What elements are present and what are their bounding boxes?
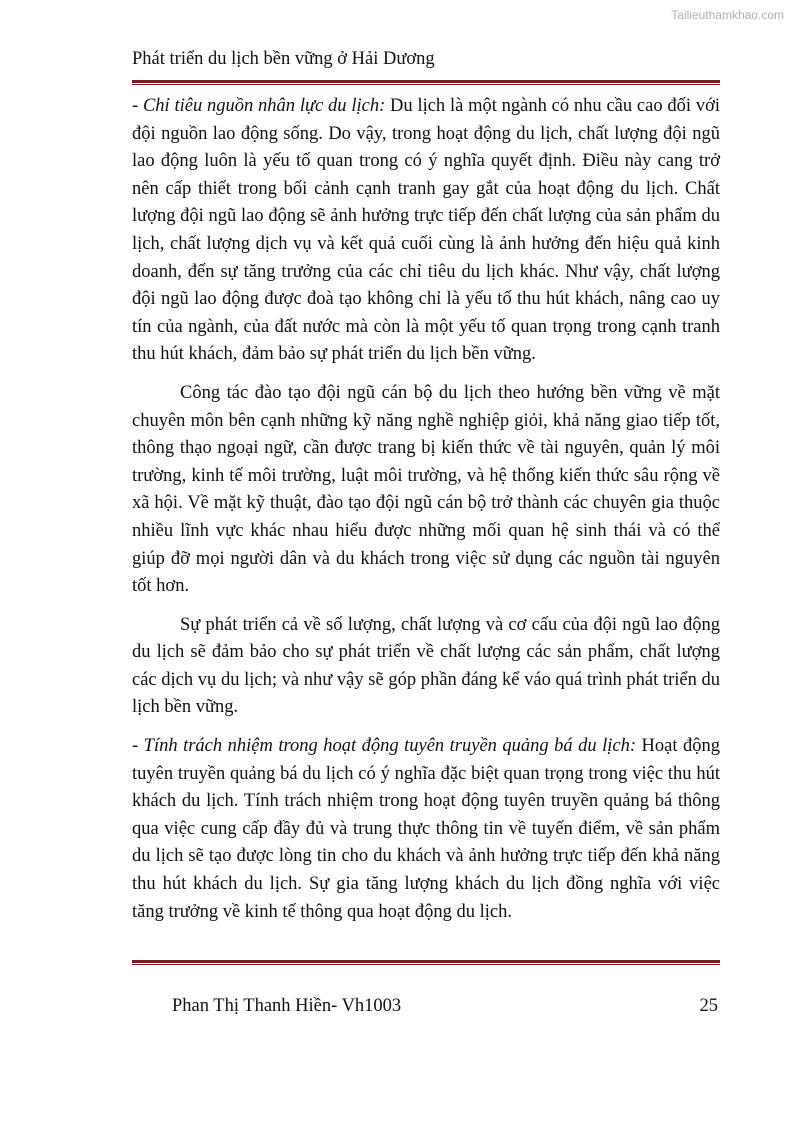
paragraph-development [132, 612, 720, 722]
paragraph-lead: - Chỉ tiêu nguồn nhân lực du lịch: [132, 96, 386, 116]
footer-divider-thin [132, 964, 720, 965]
paragraph-training [132, 380, 720, 601]
header-divider-thin [132, 84, 720, 85]
paragraph-lead: - Tính trách nhiệm trong hoạt động tuyên truyền quảng bá du lịch: [132, 736, 637, 757]
paragraph-text: Công tác đào tạo đội ngũ cán bộ du lịch theo hướng bền vững về mặt chuyên môn bên cạnh những kỹ năng nghề nghiệp giỏi, khả năng giao tiếp tốt, thông thạo ngoại ngữ, cần được trang bị kiến thức về tài nguyên, quản lý môi trường, kinh tế môi trường, luật môi trường, và hệ thống kiến thức sâu rộng về xã hội. Về mặt kỹ thuật, đào tạo đội ngũ cán bộ trở thành các chuyên gia thuộc nhiều lĩnh vực khác nhau hiểu được những mối quan hệ sinh thái và có thể giúp đỡ mọi người dân và du khách trong việc sử dụng các nguồn tài nguyên tốt hơn. [132, 382, 720, 597]
page-number: 25 [699, 996, 718, 1016]
paragraph-human-resources [132, 93, 720, 369]
header-divider [132, 80, 720, 83]
footer-author: Phan Thị Thanh Hiền- Vh1003 [172, 996, 402, 1016]
watermark: Tailieuthamkhao.com [671, 8, 784, 22]
document-body [132, 93, 720, 937]
paragraph-text: Sự phát triển cả về số lượng, chất lượng và cơ cấu của đội ngũ lao động du lịch sẽ đảm bảo cho sự phát triển về chất lượng các sản phẩm, chất lượng các dịch vụ du lịch; và như vậy sẽ góp phần đáng kể váo quá trình phát triển du lịch bền vững. [132, 614, 720, 718]
footer-divider [132, 960, 720, 963]
page-header-title: Phát triển du lịch bền vững ở Hải Dương [132, 49, 435, 69]
paragraph-text: Hoạt động tuyên truyền quảng bá du lịch có ý nghĩa đặc biệt quan trọng trong việc thu hút khách du lịch. Tính trách nhiệm trong hoạt động tuyên truyền quảng bá thông qua việc cung cấp đầy đủ và trung thực thông tin về tuyến điểm, về sản phẩm du lịch sẽ tạo được lòng tin cho du khách và ảnh hưởng trực tiếp đến khả năng thu hút khách du lịch. Sự gia tăng lượng khách du lịch đồng nghĩa với việc tăng trưởng về kinh tế thông qua hoạt động du lịch. [132, 736, 720, 922]
paragraph-promotion [132, 733, 720, 926]
paragraph-text: Du lịch là một ngành có nhu cầu cao đối với đội nguồn lao động sống. Do vậy, trong hoạt động du lịch, chất lượng đội ngũ lao động luôn là yếu tố quan trong có ý nghĩa quyết định. Điều này cang trở nên cấp thiết trong bối cảnh cạnh tranh gay gắt của hoạt động du lịch. Chất lượng đội ngũ lao động sẽ ảnh hưởng trực tiếp đến chất lượng của sản phẩm du lịch, chất lượng dịch vụ và kết quả cuối cùng là ảnh hưởng đến hiệu quả kinh doanh, đến sự tăng trưởng của các chỉ tiêu du lịch khác. Như vậy, chất lượng đội ngũ lao động được đoà tạo không chỉ là yếu tố thu hút khách, nâng cao uy tín của ngành, của đất nước mà còn là một yếu tố quan trọng trong cạnh tranh thu hút khách, đảm bảo sự phát triển du lịch bền vững. [132, 96, 720, 365]
